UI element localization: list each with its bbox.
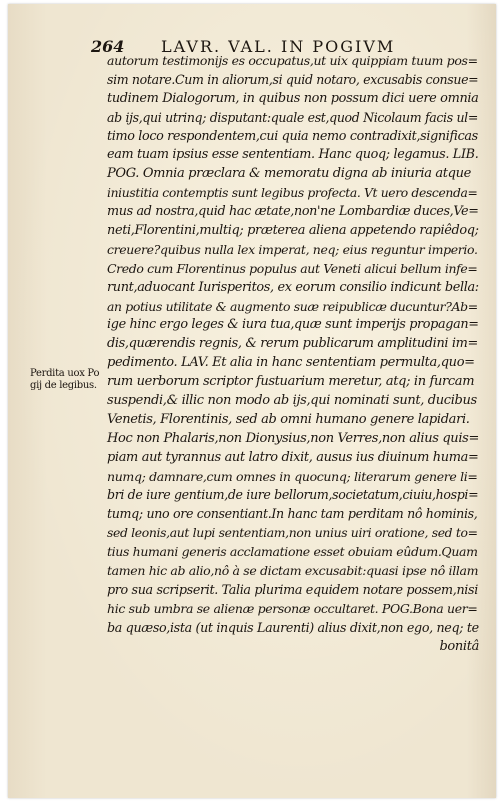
text-line: ige hinc ergo leges & iura tua,quæ sunt imperijs propagan=	[107, 317, 479, 333]
marginal-note	[30, 368, 108, 392]
text-line: hic sub umbra se alienæ personæ occultaret. POG.Bona uer=	[107, 600, 478, 616]
text-line: numq; damnare,cum omnes in quocunq; literarum genere li=	[107, 468, 478, 484]
text-line: tius humani generis acclamatione esset obuiam eûdum.Quam	[107, 544, 478, 560]
text-line: Venetis, Florentinis, sed ab omni humano genere lapidari.	[107, 411, 470, 427]
text-line: suspendi,& illic non modo ab ijs,qui nominati sunt, ducibus	[107, 393, 477, 409]
text-line: creuere?quibus nulla lex imperat, neq; eius reguntur imperio.	[107, 241, 478, 257]
text-line: sim notare.Cum in aliorum,si quid notaro, excusabis consue=	[107, 71, 479, 87]
text-line: piam aut tyrannus aut latro dixit, ausus ius diuinum huma=	[107, 449, 479, 465]
text-line: tamen hic ab alio,nô à se dictam excusabit:quasi ipse nô illam	[107, 563, 479, 579]
page-number: 264	[91, 37, 125, 56]
text-line: tudinem Dialogorum, in quibus non possum dici uere omnia	[107, 90, 479, 106]
text-line: mus ad nostra,quid hac ætate,non'ne Lombardiæ duces,Ve=	[107, 204, 479, 220]
marginal-note-line: Perdita uox Po	[30, 368, 100, 379]
text-line: ab ijs,qui utrinq; disputant:quale est,quod Nicolaum facis ul=	[107, 109, 479, 125]
text-line: pedimento. LAV. Et alia in hanc sententiam permulta,quo=	[107, 355, 475, 371]
text-line: pro sua scripserit. Talia plurima equidem notare possem,nisi	[107, 581, 478, 597]
text-line: bri de iure gentium,de iure bellorum,societatum,ciuiu,hospi=	[107, 487, 479, 503]
text-line: ba quæso,ista (ut inquis Laurenti) alius dixit,non ego, neq; te	[107, 619, 479, 635]
text-line: Hoc non Phalaris,non Dionysius,non Verres,non alius quis=	[107, 430, 479, 446]
text-line: an potius utilitate & augmento suæ reipublicæ ducuntur?Ab=	[107, 298, 478, 314]
body-text	[107, 52, 479, 657]
text-line: iniustitia contemptis sunt legibus profecta. Vt uero descenda=	[107, 186, 478, 201]
text-line: timo loco respondentem,cui quia nemo contradixit,significas	[107, 128, 478, 144]
text-line: neti,Florentini,multiq; præterea aliena appetendo rapiêdoq;	[107, 223, 479, 239]
text-line: autorum testimonijs es occupatus,ut uix quippiam tuum pos=	[107, 53, 478, 68]
text-line: POG. Omnia præclara & memoratu digna ab iniuria atque	[107, 166, 471, 182]
running-head: LAVR. VAL. IN POGIVM	[161, 37, 396, 56]
catchword: bonitâ	[439, 638, 479, 654]
text-line: sed leonis,aut lupi sententiam,non unius uiri oratione, sed to=	[107, 525, 478, 541]
text-line: tumq; uno ore consentiant.In hanc tam perditam nô hominis,	[107, 506, 478, 522]
text-line: eam tuam ipsius esse sententiam. Hanc quoq; legamus. LIB.	[107, 147, 479, 163]
text-line: runt,aduocant Iurisperitos, ex eorum consilio indicunt bella:	[107, 279, 479, 295]
text-line: Credo cum Florentinus populus aut Veneti alicui bellum infe=	[107, 260, 478, 276]
text-line: rum uerborum scriptor fustuarium meretur, atq; in furcam	[107, 374, 475, 390]
text-line: dis,quærendis regnis, & rerum publicarum amplitudini im=	[107, 336, 478, 352]
marginal-note-line: gij de legibus.	[30, 380, 97, 391]
